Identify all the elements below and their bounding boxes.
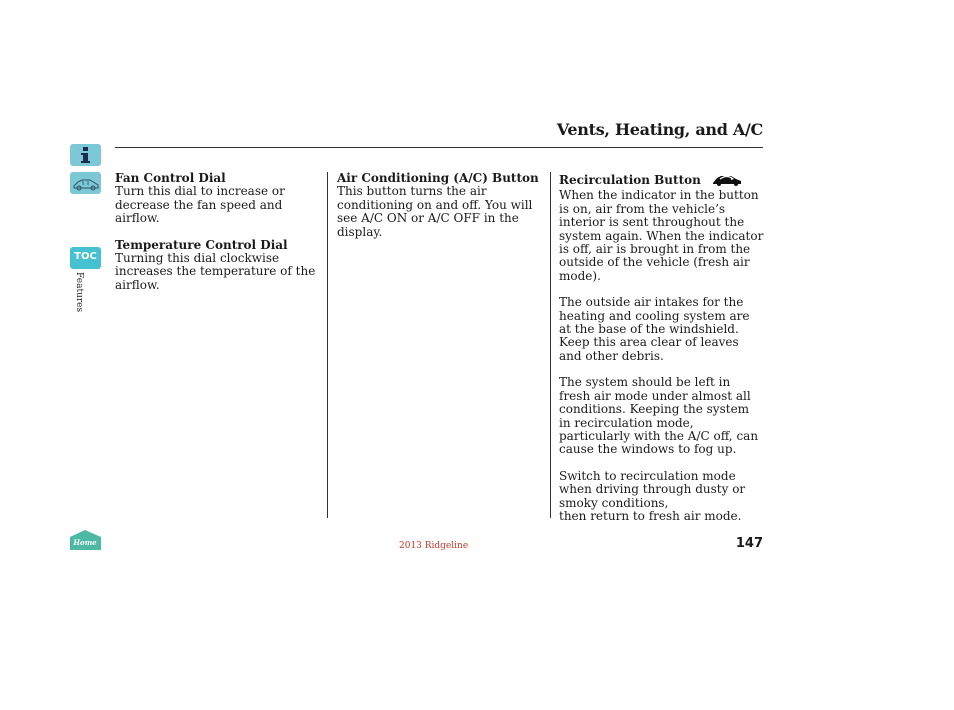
toc-button[interactable]: TOC xyxy=(70,247,101,269)
page-number: 147 xyxy=(735,536,763,551)
temperature-control-heading: Temperature Control Dial xyxy=(115,237,288,252)
footer-model-label: 2013 Ridgeline xyxy=(399,541,469,551)
recirculation-heading: Recirculation Button xyxy=(559,173,701,188)
info-button[interactable] xyxy=(70,144,101,166)
column-divider xyxy=(327,172,328,518)
temperature-control-body: Turning this dial clockwise increases the temperature of the airflow. xyxy=(115,251,316,292)
recirculation-car-icon xyxy=(711,172,743,189)
recirculation-paragraph-2: The outside air intakes for the heating and cooling system are at the base of the windshield. Keep this area clear of leaves and other debris. xyxy=(559,295,750,363)
fan-control-body: Turn this dial to increase or decrease the fan speed and airflow. xyxy=(115,184,285,226)
car-icon xyxy=(70,172,101,194)
column-recirculation xyxy=(559,172,764,523)
section-label: Features xyxy=(74,272,84,313)
ac-button-body: This button turns the air conditioning on and off. You will see A/C ON or A/C OFF in the display. xyxy=(337,184,533,239)
ac-button-heading: Air Conditioning (A/C) Button xyxy=(337,171,539,185)
home-button[interactable] xyxy=(70,530,101,550)
home-label: Home xyxy=(73,538,97,547)
recirculation-paragraph-4: Switch to recirculation mode when driving through dusty or smoky conditions, xyxy=(559,468,746,510)
title-divider xyxy=(115,147,763,148)
page-title: Vents, Heating, and A/C xyxy=(556,120,763,139)
vehicle-controls-button[interactable] xyxy=(70,172,101,194)
column-ac xyxy=(337,172,542,239)
recirculation-paragraph-3: The system should be left in fresh air mode under almost all conditions. Keeping the system in recirculation mode, particularly with the A/C off, can cause the windows to fog up. xyxy=(559,375,759,457)
fan-control-heading: Fan Control Dial xyxy=(115,171,226,185)
info-icon xyxy=(70,144,101,166)
recirculation-paragraph-1: When the indicator in the button is on, air from the vehicle’s interior is sent throughout the system again. When the indicator is off, air is brought in from the outside of the vehicle (fresh air mode). xyxy=(559,188,764,283)
recirculation-paragraph-4b: then return to fresh air mode. xyxy=(559,508,742,523)
column-fan-temp xyxy=(115,172,325,292)
column-divider xyxy=(550,172,551,518)
home-icon xyxy=(70,530,101,550)
